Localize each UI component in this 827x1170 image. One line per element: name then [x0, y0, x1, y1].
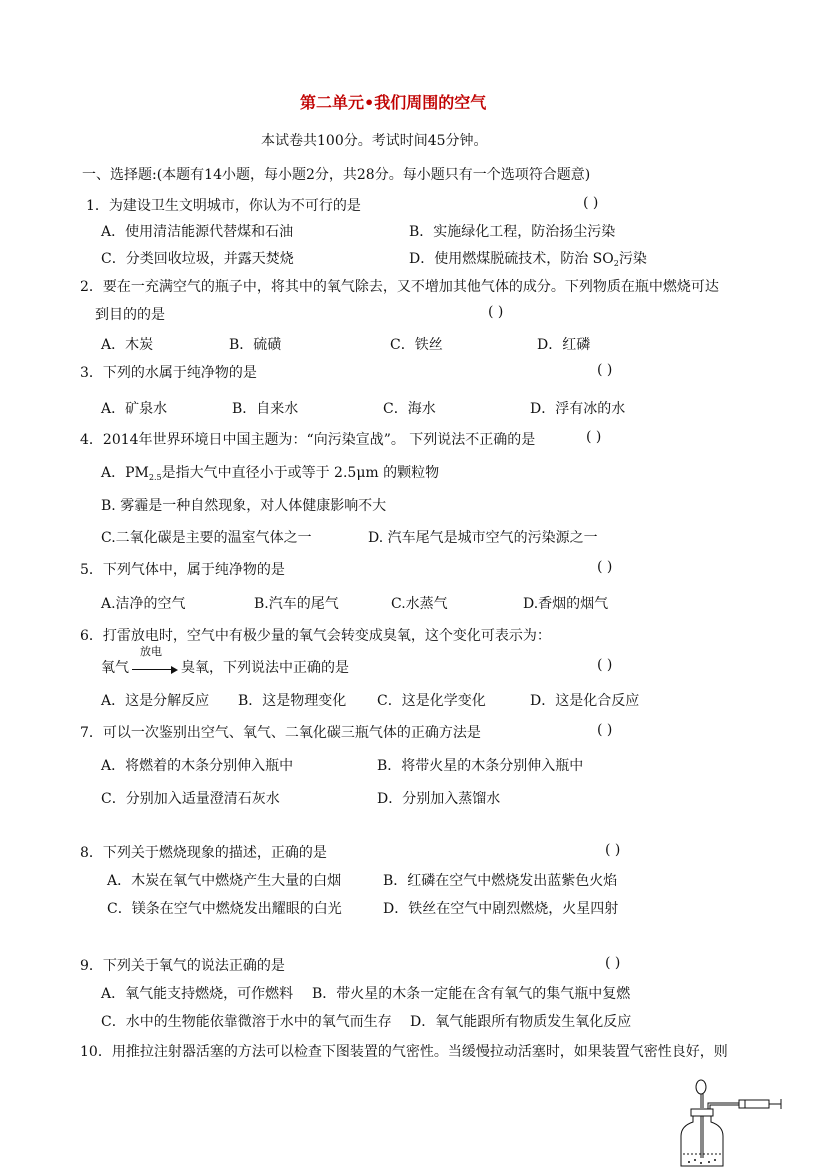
section-title: 一、选择题:(本题有14小题，每小题2分，共28分。每小题只有一个选项符合题意) — [82, 167, 591, 183]
question-10-stem: 10．用推拉注射器活塞的方法可以检查下图装置的气密性。当缓慢拉动活塞时，如果装置气密性良好，则 — [80, 1044, 728, 1060]
subscript: 2.5 — [148, 473, 162, 482]
question-8-option-b[interactable]: B．红磷在空气中燃烧发出蓝紫色火焰 — [383, 873, 618, 889]
apparatus-figure — [675, 1078, 785, 1168]
answer-paren[interactable]: ( ) — [597, 657, 613, 673]
question-5-option-b[interactable]: B.汽车的尾气 — [254, 596, 339, 612]
question-1-stem: 1．为建设卫生文明城市，你认为不可行的是 — [86, 198, 361, 214]
answer-paren[interactable]: ( ) — [597, 559, 613, 575]
equation-condition: 放电 — [140, 645, 162, 658]
question-5-stem: 5．下列气体中，属于纯净物的是 — [80, 562, 285, 578]
question-9-option-a[interactable]: A．氧气能支持燃烧，可作燃料 — [101, 986, 294, 1002]
question-7-option-c[interactable]: C．分别加入适量澄清石灰水 — [101, 791, 280, 807]
question-1-option-a[interactable]: A．使用清洁能源代替煤和石油 — [101, 224, 294, 240]
question-6-stem: 6．打雷放电时，空气中有极少量的氧气会转变成臭氧，这个变化可表示为： — [80, 628, 551, 644]
question-7-option-b[interactable]: B．将带火星的木条分别伸入瓶中 — [377, 758, 584, 774]
question-4-option-a[interactable] — [101, 462, 439, 482]
question-5-option-a[interactable]: A.洁净的空气 — [101, 596, 186, 612]
question-9-option-c[interactable]: C．水中的生物能依靠微溶于水中的氧气而生存 — [101, 1014, 392, 1030]
question-1-option-c[interactable]: C．分类回收垃圾，并露天焚烧 — [101, 251, 294, 267]
question-2-option-c[interactable]: C．铁丝 — [390, 337, 443, 353]
question-2-stem-cont: 到目的的是 — [95, 307, 165, 323]
question-3-option-b[interactable]: B．自来水 — [232, 401, 299, 417]
option-d-text-end: 污染 — [618, 251, 647, 267]
question-4-option-c[interactable]: C.二氧化碳是主要的温室气体之一 — [101, 530, 312, 546]
question-3-stem: 3．下列的水属于纯净物的是 — [80, 365, 257, 381]
question-9-stem: 9．下列关于氧气的说法正确的是 — [80, 958, 285, 974]
question-9-option-b[interactable]: B．带火星的木条一定能在含有氧气的集气瓶中复燃 — [312, 986, 631, 1002]
question-4-stem: 4．2014年世界环境日中国主题为：“向污染宣战”。 下列说法不正确的是 — [80, 432, 536, 448]
question-2-option-a[interactable]: A．木炭 — [101, 337, 154, 353]
question-2-option-d[interactable]: D．红磷 — [537, 337, 591, 353]
option-a-text: A．PM — [101, 465, 149, 481]
bottle — [681, 1116, 723, 1166]
question-1-option-d[interactable] — [409, 248, 647, 268]
stopper — [691, 1109, 713, 1116]
option-a-text-end: 是指大气中直径小于或等于 2.5μm 的颗粒物 — [161, 465, 440, 481]
question-4-option-b[interactable]: B. 雾霾是一种自然现象，对人体健康影响不大 — [101, 498, 387, 514]
dropper-bulb — [696, 1080, 706, 1094]
option-d-text: D．使用燃煤脱硫技术，防治 SO — [409, 251, 614, 267]
answer-paren[interactable]: ( ) — [583, 195, 599, 211]
syringe-barrel — [739, 1100, 769, 1108]
question-6-option-c[interactable]: C．这是化学变化 — [377, 693, 486, 709]
question-8-option-c[interactable]: C．镁条在空气中燃烧发出耀眼的白光 — [107, 901, 342, 917]
question-3-option-d[interactable]: D．浮有冰的水 — [530, 401, 626, 417]
question-7-option-a[interactable]: A．将燃着的木条分别伸入瓶中 — [101, 758, 294, 774]
question-8-stem: 8．下列关于燃烧现象的描述，正确的是 — [80, 845, 327, 861]
delivery-tube — [708, 1103, 739, 1109]
equation-left: 氧气 — [101, 660, 129, 676]
equation-right: 臭氧，下列说法中正确的是 — [181, 660, 349, 676]
question-2-option-b[interactable]: B．硫磺 — [229, 337, 282, 353]
answer-paren[interactable]: ( ) — [586, 429, 602, 445]
question-6-option-b[interactable]: B．这是物理变化 — [238, 693, 347, 709]
question-4-option-d[interactable]: D. 汽车尾气是城市空气的污染源之一 — [368, 530, 598, 546]
question-1-option-b[interactable]: B．实施绿化工程，防治扬尘污染 — [409, 224, 616, 240]
answer-paren[interactable]: ( ) — [605, 842, 621, 858]
question-3-option-c[interactable]: C．海水 — [383, 401, 436, 417]
exam-intro: 本试卷共100分。考试时间45分钟。 — [261, 133, 488, 149]
question-8-option-d[interactable]: D．铁丝在空气中剧烈燃烧，火星四射 — [383, 901, 619, 917]
question-6-option-d[interactable]: D．这是化合反应 — [530, 693, 640, 709]
question-7-option-d[interactable]: D．分别加入蒸馏水 — [377, 791, 501, 807]
question-5-option-d[interactable]: D.香烟的烟气 — [523, 596, 609, 612]
answer-paren[interactable]: ( ) — [488, 304, 504, 320]
subscript: 2 — [613, 259, 619, 268]
page-title: 第二单元•我们周围的空气 — [300, 93, 487, 112]
question-6-option-a[interactable]: A．这是分解反应 — [101, 693, 210, 709]
reaction-arrow-icon — [132, 666, 178, 674]
question-2-stem: 2．要在一充满空气的瓶子中，将其中的氧气除去，又不增加其他气体的成分。下列物质在瓶中燃烧可达 — [80, 279, 719, 295]
question-8-option-a[interactable]: A．木炭在氧气中燃烧产生大量的白烟 — [107, 873, 342, 889]
question-9-option-d[interactable]: D．氧气能跟所有物质发生氧化反应 — [410, 1014, 632, 1030]
question-7-stem: 7．可以一次鉴别出空气、氧气、二氧化碳三瓶气体的正确方法是 — [80, 725, 481, 741]
answer-paren[interactable]: ( ) — [597, 362, 613, 378]
question-5-option-c[interactable]: C.水蒸气 — [391, 596, 448, 612]
answer-paren[interactable]: ( ) — [597, 722, 613, 738]
answer-paren[interactable]: ( ) — [605, 955, 621, 971]
question-3-option-a[interactable]: A．矿泉水 — [101, 401, 168, 417]
